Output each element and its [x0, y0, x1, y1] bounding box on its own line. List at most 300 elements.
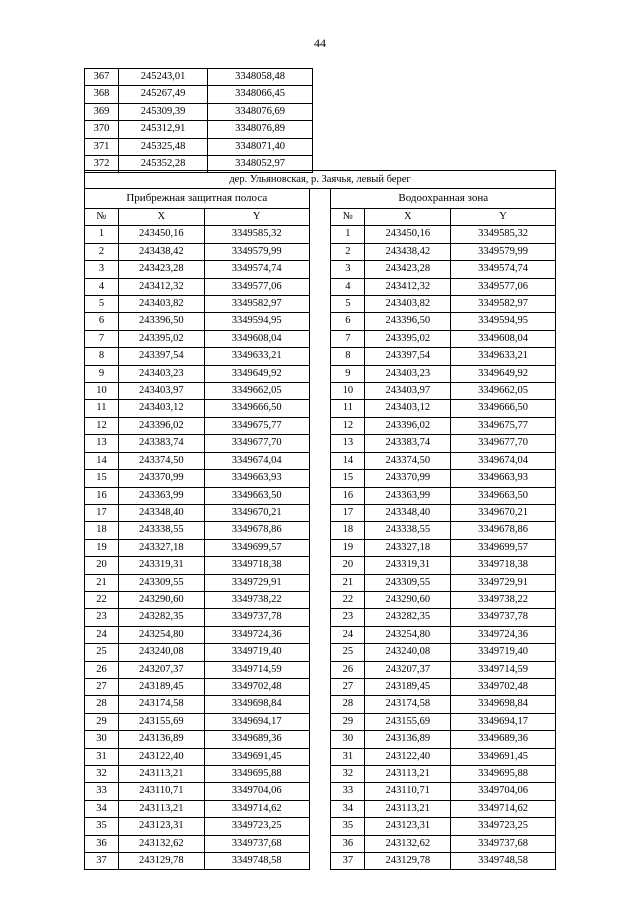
left-x-coordinate: 243403,82	[118, 296, 204, 313]
left-point-number: 17	[85, 504, 119, 521]
right-y-coordinate: 3349633,21	[451, 348, 556, 365]
left-x-coordinate: 243338,55	[118, 522, 204, 539]
table-row	[85, 452, 556, 469]
left-x-coordinate: 243395,02	[118, 330, 204, 347]
left-y-coordinate: 3349694,17	[204, 713, 309, 730]
right-y-coordinate: 3349674,04	[451, 452, 556, 469]
left-x-coordinate: 243423,28	[118, 261, 204, 278]
right-y-coordinate: 3349582,97	[451, 296, 556, 313]
table-row	[85, 348, 556, 365]
left-y-coordinate: 3349577,06	[204, 278, 309, 295]
right-y-coordinate: 3349737,68	[451, 835, 556, 852]
table-row	[85, 713, 556, 730]
left-point-number: 16	[85, 487, 119, 504]
left-y-coordinate: 3349698,84	[204, 696, 309, 713]
coordinates-table-body	[85, 226, 556, 870]
left-y-coordinate: 3349737,68	[204, 835, 309, 852]
right-point-number: 4	[331, 278, 365, 295]
left-point-number: 28	[85, 696, 119, 713]
table-row	[85, 504, 556, 521]
column-gap	[309, 678, 331, 695]
column-gap	[309, 189, 331, 209]
x-coordinate: 245267,49	[119, 86, 208, 103]
left-point-number: 32	[85, 766, 119, 783]
left-y-coordinate: 3349675,77	[204, 417, 309, 434]
table-row	[85, 487, 556, 504]
right-x-coordinate: 243113,21	[365, 800, 451, 817]
right-x-coordinate: 243309,55	[365, 574, 451, 591]
left-point-number: 9	[85, 365, 119, 382]
left-y-coordinate: 3349677,70	[204, 435, 309, 452]
table-row	[85, 383, 556, 400]
table-row	[85, 470, 556, 487]
column-gap	[309, 696, 331, 713]
left-x-coordinate: 243113,21	[118, 766, 204, 783]
left-x-coordinate: 243450,16	[118, 226, 204, 243]
left-x-coordinate: 243396,50	[118, 313, 204, 330]
right-y-coordinate: 3349714,59	[451, 661, 556, 678]
right-x-coordinate: 243396,02	[365, 417, 451, 434]
table-caption: дер. Ульяновская, р. Заячья, левый берег	[85, 171, 556, 189]
left-point-number: 35	[85, 818, 119, 835]
right-y-coordinate: 3349748,58	[451, 853, 556, 870]
table-row	[85, 731, 556, 748]
column-gap	[309, 226, 331, 243]
left-point-number: 37	[85, 853, 119, 870]
table-row	[85, 557, 556, 574]
right-y-coordinate: 3349574,74	[451, 261, 556, 278]
right-y-coordinate: 3349670,21	[451, 504, 556, 521]
left-x-coordinate: 243348,40	[118, 504, 204, 521]
right-point-number: 31	[331, 748, 365, 765]
right-y-coordinate: 3349675,77	[451, 417, 556, 434]
left-point-number: 3	[85, 261, 119, 278]
right-point-number: 27	[331, 678, 365, 695]
left-point-number: 25	[85, 644, 119, 661]
right-point-number: 15	[331, 470, 365, 487]
left-x-coordinate: 243282,35	[118, 609, 204, 626]
right-y-coordinate: 3349677,70	[451, 435, 556, 452]
left-x-coordinate: 243397,54	[118, 348, 204, 365]
left-y-coordinate: 3349714,62	[204, 800, 309, 817]
table-row	[85, 103, 313, 120]
header-x-left: X	[118, 209, 204, 226]
column-gap	[309, 487, 331, 504]
left-x-coordinate: 243319,31	[118, 557, 204, 574]
right-point-number: 7	[331, 330, 365, 347]
y-coordinate: 3348052,97	[208, 156, 313, 173]
table-row	[85, 86, 313, 103]
left-y-coordinate: 3349674,04	[204, 452, 309, 469]
column-gap	[309, 209, 331, 226]
right-point-number: 6	[331, 313, 365, 330]
column-gap	[309, 591, 331, 608]
table-row	[85, 296, 556, 313]
left-y-coordinate: 3349729,91	[204, 574, 309, 591]
table-row	[85, 400, 556, 417]
left-y-coordinate: 3349666,50	[204, 400, 309, 417]
right-y-coordinate: 3349719,40	[451, 644, 556, 661]
coordinates-table	[84, 170, 556, 870]
table-row	[85, 626, 556, 643]
table-row	[85, 591, 556, 608]
right-x-coordinate: 243207,37	[365, 661, 451, 678]
left-y-coordinate: 3349695,88	[204, 766, 309, 783]
left-x-coordinate: 243290,60	[118, 591, 204, 608]
right-x-coordinate: 243403,12	[365, 400, 451, 417]
left-x-coordinate: 243254,80	[118, 626, 204, 643]
left-x-coordinate: 243438,42	[118, 243, 204, 260]
left-y-coordinate: 3349582,97	[204, 296, 309, 313]
table-row	[85, 696, 556, 713]
right-point-number: 25	[331, 644, 365, 661]
left-y-coordinate: 3349662,05	[204, 383, 309, 400]
left-y-coordinate: 3349704,06	[204, 783, 309, 800]
x-coordinate: 245243,01	[119, 69, 208, 86]
column-gap	[309, 278, 331, 295]
right-y-coordinate: 3349704,06	[451, 783, 556, 800]
right-x-coordinate: 243397,54	[365, 348, 451, 365]
right-x-coordinate: 243122,40	[365, 748, 451, 765]
left-point-number: 20	[85, 557, 119, 574]
left-point-number: 8	[85, 348, 119, 365]
left-x-coordinate: 243363,99	[118, 487, 204, 504]
column-gap	[309, 783, 331, 800]
x-coordinate: 245309,39	[119, 103, 208, 120]
right-x-coordinate: 243438,42	[365, 243, 451, 260]
column-gap	[309, 644, 331, 661]
table-row	[85, 783, 556, 800]
table-row	[85, 818, 556, 835]
right-point-number: 29	[331, 713, 365, 730]
right-x-coordinate: 243348,40	[365, 504, 451, 521]
right-x-coordinate: 243395,02	[365, 330, 451, 347]
right-x-coordinate: 243403,82	[365, 296, 451, 313]
right-point-number: 16	[331, 487, 365, 504]
right-point-number: 8	[331, 348, 365, 365]
left-y-coordinate: 3349702,48	[204, 678, 309, 695]
column-gap	[309, 348, 331, 365]
left-y-coordinate: 3349649,92	[204, 365, 309, 382]
left-point-number: 29	[85, 713, 119, 730]
left-point-number: 12	[85, 417, 119, 434]
table-row	[85, 121, 313, 138]
right-x-coordinate: 243403,23	[365, 365, 451, 382]
right-point-number: 13	[331, 435, 365, 452]
left-x-coordinate: 243207,37	[118, 661, 204, 678]
right-x-coordinate: 243136,89	[365, 731, 451, 748]
table-row	[85, 278, 556, 295]
column-gap	[309, 261, 331, 278]
table-row	[85, 226, 556, 243]
table-row	[85, 539, 556, 556]
column-gap	[309, 539, 331, 556]
column-gap	[309, 766, 331, 783]
right-x-coordinate: 243189,45	[365, 678, 451, 695]
right-point-number: 20	[331, 557, 365, 574]
left-x-coordinate: 243240,08	[118, 644, 204, 661]
table-row	[85, 522, 556, 539]
right-y-coordinate: 3349649,92	[451, 365, 556, 382]
column-gap	[309, 748, 331, 765]
column-gap	[309, 574, 331, 591]
y-coordinate: 3348071,40	[208, 138, 313, 155]
table-row	[85, 748, 556, 765]
right-point-number: 22	[331, 591, 365, 608]
right-point-number: 1	[331, 226, 365, 243]
left-point-number: 34	[85, 800, 119, 817]
table-row	[85, 417, 556, 434]
x-coordinate: 245312,91	[119, 121, 208, 138]
left-y-coordinate: 3349689,36	[204, 731, 309, 748]
right-y-coordinate: 3349714,62	[451, 800, 556, 817]
left-point-number: 5	[85, 296, 119, 313]
right-y-coordinate: 3349694,17	[451, 713, 556, 730]
right-y-coordinate: 3349691,45	[451, 748, 556, 765]
left-point-number: 30	[85, 731, 119, 748]
left-x-coordinate: 243374,50	[118, 452, 204, 469]
column-gap	[309, 365, 331, 382]
y-coordinate: 3348066,45	[208, 86, 313, 103]
left-x-coordinate: 243396,02	[118, 417, 204, 434]
left-x-coordinate: 243370,99	[118, 470, 204, 487]
right-x-coordinate: 243363,99	[365, 487, 451, 504]
right-point-number: 9	[331, 365, 365, 382]
left-y-coordinate: 3349663,93	[204, 470, 309, 487]
point-number: 371	[85, 138, 119, 155]
header-x-right: X	[365, 209, 451, 226]
column-gap	[309, 713, 331, 730]
left-x-coordinate: 243327,18	[118, 539, 204, 556]
column-gap	[309, 557, 331, 574]
column-gap	[309, 296, 331, 313]
right-y-coordinate: 3349699,57	[451, 539, 556, 556]
right-x-coordinate: 243338,55	[365, 522, 451, 539]
table-row	[85, 365, 556, 382]
right-y-coordinate: 3349663,93	[451, 470, 556, 487]
right-point-number: 19	[331, 539, 365, 556]
header-num-right: №	[331, 209, 365, 226]
header-y-right: Y	[451, 209, 556, 226]
table-row	[85, 661, 556, 678]
right-point-number: 35	[331, 818, 365, 835]
right-y-coordinate: 3349678,86	[451, 522, 556, 539]
column-gap	[309, 661, 331, 678]
right-x-coordinate: 243254,80	[365, 626, 451, 643]
right-x-coordinate: 243383,74	[365, 435, 451, 452]
left-point-number: 14	[85, 452, 119, 469]
left-point-number: 6	[85, 313, 119, 330]
left-x-coordinate: 243155,69	[118, 713, 204, 730]
left-x-coordinate: 243174,58	[118, 696, 204, 713]
right-y-coordinate: 3349689,36	[451, 731, 556, 748]
left-point-number: 36	[85, 835, 119, 852]
left-point-number: 4	[85, 278, 119, 295]
table-row	[85, 435, 556, 452]
left-section-title: Прибрежная защитная полоса	[85, 189, 310, 209]
left-point-number: 22	[85, 591, 119, 608]
table-row	[85, 609, 556, 626]
left-y-coordinate: 3349670,21	[204, 504, 309, 521]
column-gap	[309, 522, 331, 539]
left-y-coordinate: 3349699,57	[204, 539, 309, 556]
left-x-coordinate: 243189,45	[118, 678, 204, 695]
point-number: 369	[85, 103, 119, 120]
left-point-number: 1	[85, 226, 119, 243]
left-point-number: 21	[85, 574, 119, 591]
column-gap	[309, 400, 331, 417]
right-y-coordinate: 3349577,06	[451, 278, 556, 295]
left-y-coordinate: 3349663,50	[204, 487, 309, 504]
right-point-number: 17	[331, 504, 365, 521]
right-x-coordinate: 243319,31	[365, 557, 451, 574]
right-x-coordinate: 243403,97	[365, 383, 451, 400]
left-x-coordinate: 243110,71	[118, 783, 204, 800]
left-y-coordinate: 3349594,95	[204, 313, 309, 330]
right-y-coordinate: 3349662,05	[451, 383, 556, 400]
left-x-coordinate: 243113,21	[118, 800, 204, 817]
left-y-coordinate: 3349724,36	[204, 626, 309, 643]
left-x-coordinate: 243136,89	[118, 731, 204, 748]
left-y-coordinate: 3349748,58	[204, 853, 309, 870]
column-gap	[309, 853, 331, 870]
left-y-coordinate: 3349723,25	[204, 818, 309, 835]
right-point-number: 14	[331, 452, 365, 469]
right-section-title: Водоохранная зона	[331, 189, 556, 209]
left-x-coordinate: 243309,55	[118, 574, 204, 591]
right-y-coordinate: 3349663,50	[451, 487, 556, 504]
left-point-number: 26	[85, 661, 119, 678]
right-x-coordinate: 243240,08	[365, 644, 451, 661]
point-number: 370	[85, 121, 119, 138]
right-x-coordinate: 243155,69	[365, 713, 451, 730]
y-coordinate: 3348076,69	[208, 103, 313, 120]
column-gap	[309, 313, 331, 330]
table-row	[85, 138, 313, 155]
x-coordinate: 245352,28	[119, 156, 208, 173]
left-x-coordinate: 243132,62	[118, 835, 204, 852]
right-point-number: 30	[331, 731, 365, 748]
left-point-number: 13	[85, 435, 119, 452]
y-coordinate: 3348058,48	[208, 69, 313, 86]
right-point-number: 2	[331, 243, 365, 260]
left-y-coordinate: 3349718,38	[204, 557, 309, 574]
right-x-coordinate: 243450,16	[365, 226, 451, 243]
column-gap	[309, 504, 331, 521]
right-x-coordinate: 243423,28	[365, 261, 451, 278]
continuation-table-body	[85, 69, 313, 173]
left-y-coordinate: 3349737,78	[204, 609, 309, 626]
table-row	[85, 243, 556, 260]
left-y-coordinate: 3349678,86	[204, 522, 309, 539]
column-gap	[309, 435, 331, 452]
left-y-coordinate: 3349738,22	[204, 591, 309, 608]
right-x-coordinate: 243412,32	[365, 278, 451, 295]
y-coordinate: 3348076,89	[208, 121, 313, 138]
coordinates-section	[84, 170, 556, 870]
left-point-number: 33	[85, 783, 119, 800]
point-number: 372	[85, 156, 119, 173]
left-y-coordinate: 3349719,40	[204, 644, 309, 661]
right-point-number: 32	[331, 766, 365, 783]
left-point-number: 24	[85, 626, 119, 643]
right-x-coordinate: 243110,71	[365, 783, 451, 800]
left-y-coordinate: 3349633,21	[204, 348, 309, 365]
left-y-coordinate: 3349579,99	[204, 243, 309, 260]
column-gap	[309, 452, 331, 469]
left-point-number: 19	[85, 539, 119, 556]
table-row	[85, 835, 556, 852]
left-y-coordinate: 3349714,59	[204, 661, 309, 678]
column-gap	[309, 417, 331, 434]
right-y-coordinate: 3349729,91	[451, 574, 556, 591]
left-x-coordinate: 243129,78	[118, 853, 204, 870]
left-x-coordinate: 243123,31	[118, 818, 204, 835]
column-gap	[309, 800, 331, 817]
table-row	[85, 853, 556, 870]
right-y-coordinate: 3349723,25	[451, 818, 556, 835]
column-gap	[309, 731, 331, 748]
left-x-coordinate: 243403,12	[118, 400, 204, 417]
right-point-number: 34	[331, 800, 365, 817]
header-y-left: Y	[204, 209, 309, 226]
left-point-number: 31	[85, 748, 119, 765]
right-y-coordinate: 3349737,78	[451, 609, 556, 626]
right-x-coordinate: 243113,21	[365, 766, 451, 783]
right-y-coordinate: 3349738,22	[451, 591, 556, 608]
left-y-coordinate: 3349574,74	[204, 261, 309, 278]
left-point-number: 2	[85, 243, 119, 260]
page-number: 44	[314, 36, 326, 50]
point-number: 368	[85, 86, 119, 103]
right-x-coordinate: 243396,50	[365, 313, 451, 330]
table-row	[85, 261, 556, 278]
left-point-number: 10	[85, 383, 119, 400]
right-y-coordinate: 3349695,88	[451, 766, 556, 783]
right-x-coordinate: 243370,99	[365, 470, 451, 487]
left-y-coordinate: 3349608,04	[204, 330, 309, 347]
right-x-coordinate: 243129,78	[365, 853, 451, 870]
column-gap	[309, 470, 331, 487]
header-num-left: №	[85, 209, 119, 226]
right-point-number: 26	[331, 661, 365, 678]
right-point-number: 12	[331, 417, 365, 434]
right-y-coordinate: 3349702,48	[451, 678, 556, 695]
right-point-number: 18	[331, 522, 365, 539]
table-row	[85, 313, 556, 330]
table-row	[85, 644, 556, 661]
left-point-number: 23	[85, 609, 119, 626]
right-y-coordinate: 3349724,36	[451, 626, 556, 643]
left-point-number: 18	[85, 522, 119, 539]
right-point-number: 33	[331, 783, 365, 800]
right-y-coordinate: 3349608,04	[451, 330, 556, 347]
right-point-number: 21	[331, 574, 365, 591]
left-x-coordinate: 243403,23	[118, 365, 204, 382]
table-row	[85, 330, 556, 347]
right-y-coordinate: 3349585,32	[451, 226, 556, 243]
column-gap	[309, 818, 331, 835]
left-point-number: 7	[85, 330, 119, 347]
right-point-number: 5	[331, 296, 365, 313]
table-row	[85, 69, 313, 86]
left-x-coordinate: 243412,32	[118, 278, 204, 295]
table-row	[85, 678, 556, 695]
right-point-number: 37	[331, 853, 365, 870]
table-row	[85, 766, 556, 783]
table-row	[85, 574, 556, 591]
right-x-coordinate: 243132,62	[365, 835, 451, 852]
